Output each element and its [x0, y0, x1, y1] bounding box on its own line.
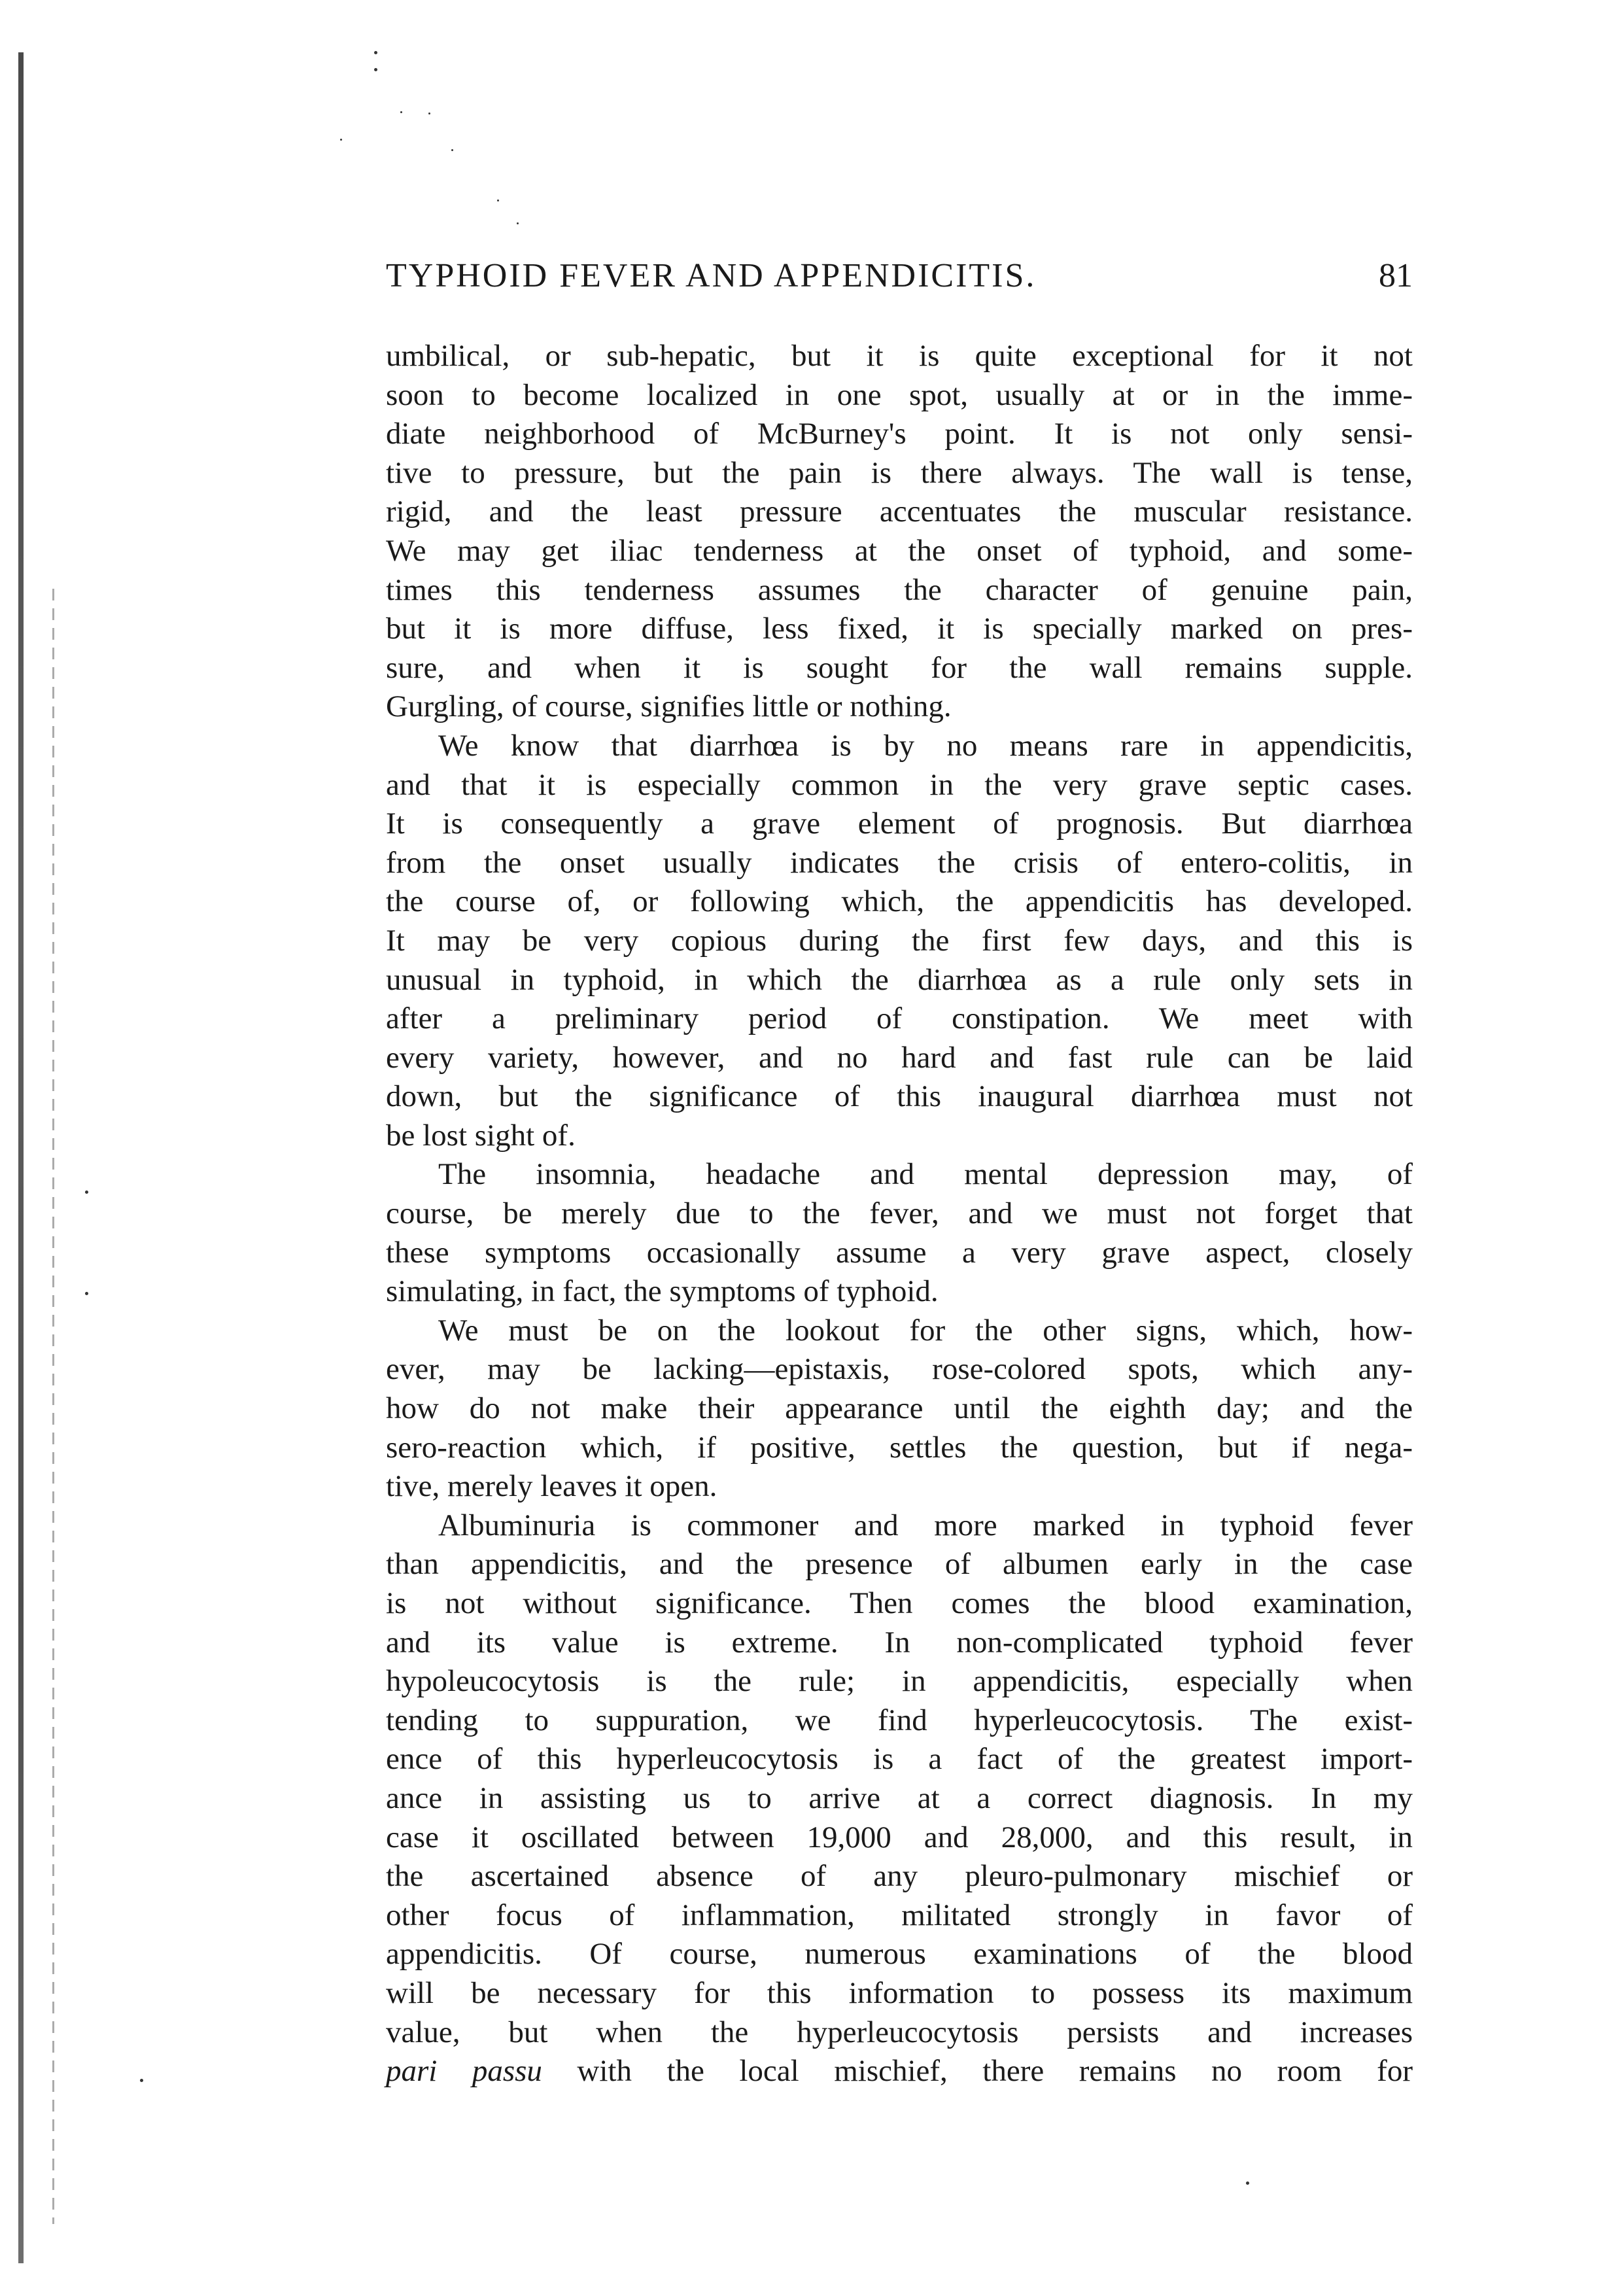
paragraph: [386, 1155, 1413, 1311]
text-fragment: with the local mischief, there remains no room for: [542, 2054, 1413, 2089]
text-line: the course of, or following which, the appendicitis has developed.: [386, 884, 1413, 919]
text-line: unusual in typhoid, in which the diarrhœa as a rule only sets in: [386, 962, 1413, 997]
binding-edge-shadow: [18, 52, 24, 2263]
text-line: It is consequently a grave element of prognosis. But diarrhœa: [386, 807, 1413, 841]
italic-phrase: pari passu: [386, 2054, 542, 2089]
text-line: ence of this hyperleucocytosis is a fact of the greatest import-: [386, 1742, 1413, 1777]
scan-speck: [85, 1190, 88, 1194]
text-line: We must be on the lookout for the other signs, which, how-: [438, 1313, 1413, 1347]
paragraph: [386, 727, 1413, 1156]
paragraph: [386, 337, 1413, 727]
text-line: tive to pressure, but the pain is there always. The wall is tense,: [386, 455, 1413, 490]
text-line: simulating, in fact, the symptoms of typhoid.: [386, 1274, 939, 1309]
text-line: ance in assisting us to arrive at a correct diagnosis. In my: [386, 1781, 1413, 1815]
scan-speck: [140, 2079, 143, 2082]
text-line: diate neighborhood of McBurney's point. It is not only sensi-: [386, 417, 1413, 451]
text-line: but it is more diffuse, less fixed, it is specially marked on pres-: [386, 612, 1413, 646]
text-line: hypoleucocytosis is the rule; in appendicitis, especially when: [386, 1664, 1413, 1699]
text-line: soon to become localized in one spot, usually at or in the imme-: [386, 377, 1413, 412]
text-line: be lost sight of.: [386, 1118, 576, 1153]
text-line: course, be merely due to the fever, and we must not forget that: [386, 1196, 1413, 1231]
text-line: than appendicitis, and the presence of albumen early in the case: [386, 1547, 1413, 1582]
text-line: It may be very copious during the first few days, and this is: [386, 923, 1413, 958]
text-line: times this tenderness assumes the character of genuine pain,: [386, 572, 1413, 607]
scan-speck: [374, 68, 377, 71]
text-line: We know that diarrhœa is by no means rare in appendicitis,: [438, 728, 1413, 763]
text-line: after a preliminary period of constipation. We meet with: [386, 1001, 1413, 1036]
scan-speck: [428, 113, 430, 114]
text-line: tive, merely leaves it open.: [386, 1469, 717, 1504]
text-line: every variety, however, and no hard and fast rule can be laid: [386, 1040, 1413, 1075]
scan-speck: [374, 51, 377, 54]
text-line: appendicitis. Of course, numerous examinations of the blood: [386, 1937, 1413, 1972]
text-line: how do not make their appearance until the eighth day; and the: [386, 1391, 1413, 1426]
scan-speck: [400, 111, 402, 113]
text-line: these symptoms occasionally assume a very grave aspect, closely: [386, 1235, 1413, 1270]
scan-speck: [1246, 2181, 1249, 2185]
paragraph: [386, 1506, 1413, 2091]
text-line: down, but the significance of this inaugural diarrhœa must not: [386, 1079, 1413, 1114]
text-line: Gurgling, of course, signifies little or nothing.: [386, 689, 952, 724]
text-line: Albuminuria is commoner and more marked in typhoid fever: [438, 1508, 1413, 1542]
text-line: sure, and when it is sought for the wall remains supple.: [386, 650, 1413, 685]
text-line: the ascertained absence of any pleuro-pulmonary mischief or: [386, 1859, 1413, 1894]
text-line: is not without significance. Then comes the blood examination,: [386, 1586, 1413, 1620]
scan-speck: [85, 1292, 88, 1295]
page-number: 81: [1379, 257, 1413, 294]
text-line: will be necessary for this information to possess its maximum: [386, 1975, 1413, 2010]
text-line: umbilical, or sub-hepatic, but it is quite exceptional for it not: [386, 339, 1413, 373]
text-line: and its value is extreme. In non-complicated typhoid fever: [386, 1625, 1413, 1660]
text-line: other focus of inflammation, militated strongly in favor of: [386, 1898, 1413, 1932]
text-line: The insomnia, headache and mental depression may, of: [438, 1157, 1413, 1192]
body-text: [386, 337, 1413, 2091]
text-line: sero-reaction which, if positive, settles the question, but if nega-: [386, 1430, 1413, 1465]
paragraph: [386, 1312, 1413, 1506]
text-line: We may get iliac tenderness at the onset of typhoid, and some-: [386, 533, 1413, 568]
text-line: from the onset usually indicates the crisis of entero-colitis, in: [386, 845, 1413, 880]
scan-speck: [340, 139, 342, 141]
scan-speck: [517, 222, 519, 224]
text-line: and that it is especially common in the very grave septic cases.: [386, 767, 1413, 802]
text-line: ever, may be lacking—epistaxis, rose-colored spots, which any-: [386, 1352, 1413, 1387]
scan-speck: [451, 149, 453, 151]
text-line: case it oscillated between 19,000 and 28,000, and this result, in: [386, 1820, 1413, 1854]
text-line: value, but when the hyperleucocytosis persists and increases: [386, 2015, 1413, 2049]
text-line: rigid, and the least pressure accentuates the muscular resistance.: [386, 495, 1413, 529]
text-line: [386, 2052, 1413, 2091]
scan-speck: [497, 200, 499, 201]
running-head: TYPHOID FEVER AND APPENDICITIS.: [386, 257, 1037, 294]
text-line: tending to suppuration, we find hyperleucocytosis. The exist-: [386, 1703, 1413, 1737]
binding-edge-dots: [52, 589, 54, 2224]
page-header: [386, 256, 1413, 309]
